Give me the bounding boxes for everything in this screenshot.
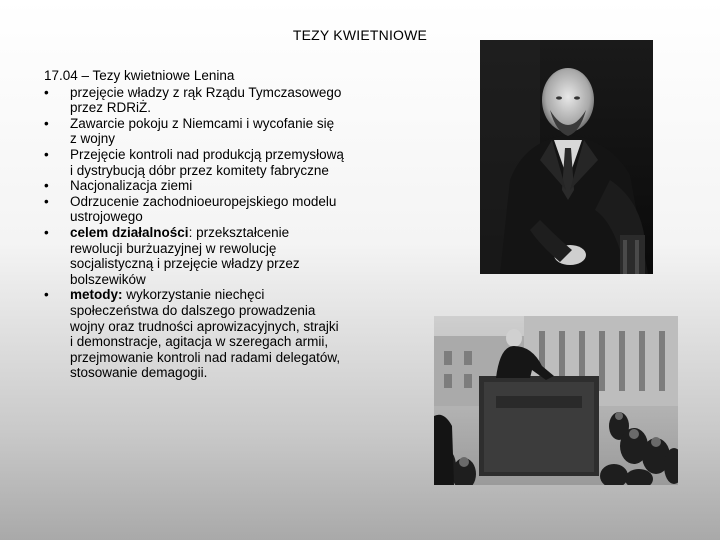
bullet-item: • Nacjonalizacja ziemi xyxy=(44,178,344,194)
bullet-list xyxy=(44,85,344,381)
slide-title: TEZY KWIETNIOWE xyxy=(292,27,428,43)
slide-content xyxy=(44,68,344,381)
bullet-item: • metody: wykorzystanie niechęci społeczeństwa do dalszego prowadzenia wojny oraz trudności aprowizacyjnych, strajki i demonstracje, agitacja w szeregach armii, przejmowanie kontroli nad radami delegatów, stosowanie demagogii. xyxy=(44,287,344,381)
bullet-item: • Odrzucenie zachodnioeuropejskiego modelu ustrojowego xyxy=(44,194,344,225)
bullet-item: • Zawarcie pokoju z Niemcami i wycofanie się z wojny xyxy=(44,116,344,147)
bullet-item: • Przejęcie kontroli nad produkcją przemysłową i dystrybucją dóbr przez komitety fabryczne xyxy=(44,147,344,178)
speech-photo xyxy=(434,316,678,485)
bullet-item: • celem działalności: przekształcenie rewolucji burżuazyjnej w rewolucję socjalistyczną i przejęcie władzy przez bolszewików xyxy=(44,225,344,287)
portrait-photo xyxy=(480,40,653,274)
bullet-item: • przejęcie władzy z rąk Rządu Tymczasowego przez RDRiŻ. xyxy=(44,85,344,116)
intro-line: 17.04 – Tezy kwietniowe Lenina xyxy=(44,68,235,83)
